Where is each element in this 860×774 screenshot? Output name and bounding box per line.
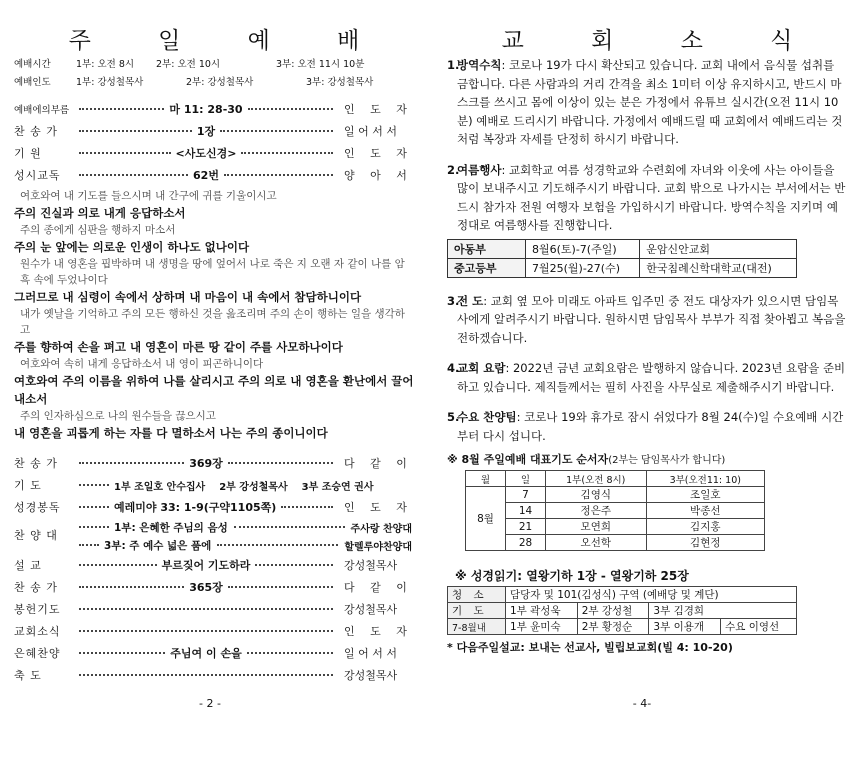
table-row: 중고등부 7월25(월)-27(수) 한국침례신학대학교(대전) <box>448 258 797 277</box>
next-sermon-note: * 다음주일설교: 보내는 선교사, 빌립보교회(빌 4: 10-20) <box>447 641 733 654</box>
bible-reading-header: ※ 성경읽기: 열왕기하 1장 - 열왕기하 25장 <box>455 569 689 583</box>
order-line: 교회소식 인 도 자 <box>14 625 413 638</box>
table-row: 14 정은주 박종선 <box>466 503 765 519</box>
order-line: 은혜찬양 주님여 이 손을 일 어 서 서 <box>14 647 397 660</box>
news-item: 4. 교회 요람: 2022년 금년 교회요람은 발행하지 않습니다. 2023년 요람을 준비하고 있습니다. 제직들께서는 필히 사진을 사무실로 제출해주시기 바랍니다. <box>447 361 846 394</box>
order-bottom <box>14 452 414 686</box>
table-row: 21 모연희 김지홍 <box>466 519 765 535</box>
order-line: 예배에의부름 마 11: 28-30 인 도 자 <box>14 103 413 116</box>
summer-events-table <box>447 239 797 278</box>
order-line: 찬 송 가 365장 다 같 이 <box>14 581 413 594</box>
table-row: 8월 7 김영식 조일호 <box>466 487 765 503</box>
duty-table <box>447 586 797 635</box>
page-number: - 4- <box>632 697 652 710</box>
worship-order-page <box>14 0 414 686</box>
news-list <box>447 56 847 445</box>
schedule: 예배시간 1부: 오전 8시 2부: 오전 10시 3부: 오전 11시 10분 예배인도 1부: 강성철목사 2부: 강성철목사 3부: 강성철목사 <box>14 56 414 92</box>
table-row: 청 소 담당자 및 101(김성식) 구역 (예배당 및 계단) <box>448 587 797 603</box>
order-line: 축 도 강성철목사 <box>14 669 398 682</box>
news-item: 2. 여름행사: 교회학교 여름 성경학교와 수련회에 자녀와 이웃에 사는 아이들을 많이 보내주시고 기도해주시기 바랍니다. 교회 밖으로 나가시는 부서에서는 반드시 참가자 전원 여행자 보험을 가입하시기 바랍니다. 방역수칙을 지키며 예정대로 여름행사를 진행합니다. <box>447 162 846 232</box>
news-item: 5. 수요 찬양팀: 코로나 19와 휴가로 잠시 쉬었다가 8월 24(수)일 수요예배 시간부터 다시 섭니다. <box>447 410 844 443</box>
order-line: 설 교 부르짖어 기도하라 강성철목사 <box>14 559 398 572</box>
order-line: 성시교독 62번 양 아 서 <box>14 169 413 182</box>
prayer-schedule-header: ※ 8월 주일예배 대표기도 순서자(2부는 담임목사가 합니다) <box>447 453 726 466</box>
order-line: 기 원 <사도신경> 인 도 자 <box>14 147 413 160</box>
schedule-label: 예배시간 <box>14 59 51 70</box>
responsive-reading: 여호와여 내 기도를 들으시며 내 간구에 귀를 기울이시고 주의 진실과 의로 내게 응답하소서 주의 종에게 심판을 행하지 마소서 주의 눈 앞에는 의로운 인생이 하나도 없나이다 원수가 내 영혼을 핍박하며 내 생명을 땅에 엎어서 나로 죽은 지 오랜 자 같이 나를 암흑 속에 두었나이다 그러므로 내 심령이 속에서 상하며 내 마음이 내 속에서 참담하니이다 내가 옛날을 기억하고 주의 모든 행하신 것을 읊조리며 주의 손이 행하는 일을 생각하고 주를 향하여 손을 펴고 내 영혼이 마른 땅 같이 주를 사모하나이다 여호와여 속히 내게 응답하소서 내 영이 피곤하니이다 여호와여 주의 이름을 위하여 나를 살리시고 주의 의로 내 영혼을 환난에서 끌어내소서 주의 인자하심으로 나의 원수들을 끊으시고 내 영혼을 괴롭게 하는 자를 다 멸하소서 나는 주의 종이니이다 <box>14 190 414 440</box>
prayer-schedule-table <box>465 470 765 551</box>
order-line: 찬 송 가 369장 다 같 이 <box>14 457 413 470</box>
order-line: 기 도 1부 조일호 안수집사 2부 강성철목사 3부 조승연 권사 <box>14 479 374 493</box>
news-item: 1. 방역수칙: 코로나 19가 다시 확산되고 있습니다. 교회 내에서 음식물 섭취를 금합니다. 다른 사람과의 거리 간격을 최소 1미터 이상 유지하시고, 반드시 마스크를 쓰시고 몸에 이상이 있는 분은 가정에서 유튜브 실시간(오전 11시 10분) 예배로 드리시기 바랍니다. 가정에서 예배드릴 때 교회에서 예배드리는 것처럼 복장과 자세를 단정히 하시기 바랍니다. <box>447 58 843 146</box>
news-item: 3. 전 도: 교회 옆 모아 미래도 아파트 입주민 중 전도 대상자가 있으시면 담임목사에게 알려주시기 바랍니다. 원하시면 담임목사 부부가 직접 찾아뵙고 복음을 전하겠습니다. <box>447 293 846 345</box>
order-line: 봉헌기도 강성철목사 <box>14 603 398 616</box>
order-line: 성경봉독 예레미야 33: 1-9(구약1105쪽) 인 도 자 <box>14 501 413 514</box>
table-row: 28 오선학 김현정 <box>466 535 765 551</box>
table-header: 월 일 1부(오전 8시) 3부(오전11: 10) <box>466 471 765 487</box>
page-number: - 2 - <box>199 697 221 710</box>
order-line-choir: 찬 양 대 1부: 은혜한 주님의 음성 주사랑 찬양대 3부: 주 예수 넓은 품에 할렐루야찬양대 <box>14 521 412 553</box>
table-row: 아동부 8월6(토)-7(주일) 운암신안교회 <box>448 239 797 258</box>
table-row: 기 도 1부 곽성욱 2부 강성철 3부 김경희 <box>448 603 797 619</box>
page-title: 주 일 예 배 <box>68 28 390 54</box>
page-title: 교 회 소 식 <box>501 28 823 54</box>
church-news-page <box>447 0 847 655</box>
order-top <box>14 98 414 186</box>
schedule-label: 예배인도 <box>14 77 51 88</box>
order-line: 찬 송 가 1장 일 어 서 서 <box>14 125 397 138</box>
table-row: 7-8월내 1부 윤미숙 2부 황정순 3부 이용개 수요 이영선 <box>448 619 797 635</box>
